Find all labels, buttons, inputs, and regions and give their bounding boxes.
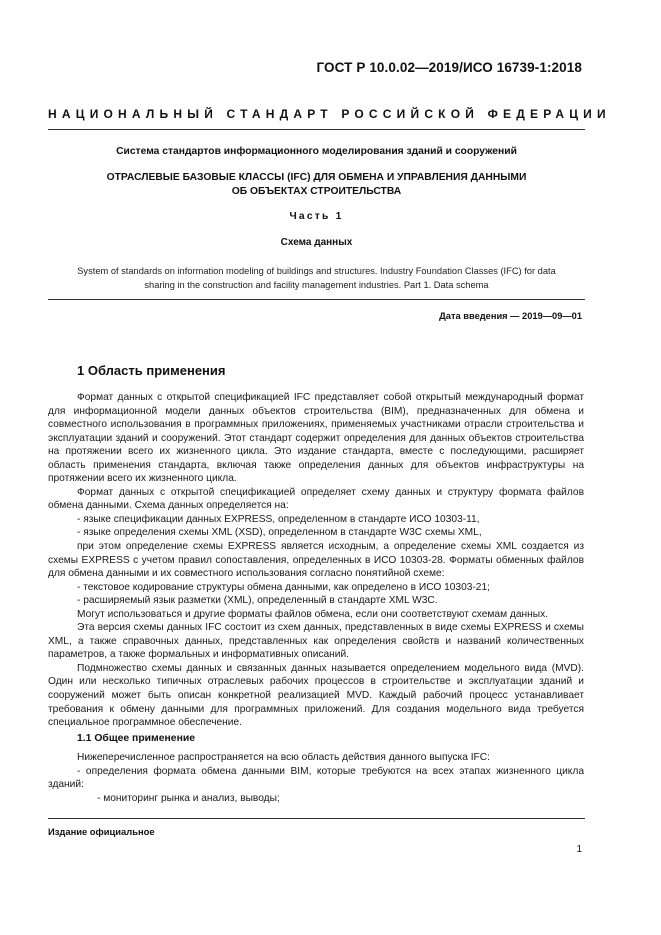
date-divider [48,299,585,300]
main-title [48,171,585,199]
page-number: 1 [576,844,582,855]
paragraph: Могут использоваться и другие форматы файлов обмена, если они соответствуют схемам данных. [77,608,549,620]
paragraph: Формат данных с открытой спецификацией определяет схему данных и структуру формата файлов обмена данными. Схема данных определяется на: [48,486,584,512]
national-standard-banner: НАЦИОНАЛЬНЫЙ СТАНДАРТ РОССИЙСКОЙ ФЕДЕРАЦИИ [48,107,611,121]
section-heading: 1 Область применения [77,363,226,378]
english-title-line-2: sharing in the construction and facility management industries. Part 1. Data schema [144,280,489,290]
paragraph: при этом определение схемы EXPRESS является исходным, а определение схемы XML создается из схемы EXPRESS с учетом правил сопоставления, определенных в ИСО 10303-28. Форматы обменных файлов для обмена данными и их совместного использования согласно понятийной схеме: [48,541,584,580]
list-item: - определения формата обмена данными BIM, которые требуются на всех этапах жизненного цикла зданий: [48,765,584,791]
introduction-date: Дата введения — 2019—09—01 [439,311,582,321]
footer-divider [48,818,585,819]
paragraph: Формат данных с открытой спецификацией IFC представляет собой открытый международный формат для информационной модели данных объектов строительства (BIM), предназначенных для обмена и совместного использования в программных приложениях, применяемых участниками отрасли строительства и эксплуатации зданий и сооружений. Этот стандарт содержит определения для данных объектов строительства на протяжении всего их жизненного цикла. Это издание стандарта, вместе с последующими, расширяет область применения стандарта, включая также определения данных для объектов инфраструктуры на протяжении всего их жизненного цикла. [48,392,584,485]
paragraph: Нижеперечисленное распространяется на всю область действия данного выпуска IFC: [77,752,490,763]
list-item: - расширяемый язык разметки (XML), определенный в стандарте XML W3C. [77,595,438,607]
sub-list-item: - мониторинг рынка и анализ, выводы; [97,792,280,804]
paragraph: Эта версия схемы данных IFC состоит из схем данных, представленных в виде схемы EXPRESS и схемы XML, а также справочных данных, представленных как определения свойств и названий количественных параметров, а также формальных и информативных описаний. [48,622,584,661]
subsection-heading: 1.1 Общее применение [77,733,196,744]
official-edition-label: Издание официальное [48,826,155,837]
main-title-line-1: ОТРАСЛЕВЫЕ БАЗОВЫЕ КЛАССЫ (IFC) ДЛЯ ОБМЕНА И УПРАВЛЕНИЯ ДАННЫМИ [106,172,527,183]
standard-number: ГОСТ Р 10.0.02—2019/ИСО 16739-1:2018 [316,60,582,75]
english-title-line-1: System of standards on information modeling of buildings and structures. Industry Foundation Classes (IFC) for data [77,266,556,276]
paragraph: Подмножество схемы данных и связанных данных называется определением модельного вида (MVD). Один или несколько типичных отраслевых рабочих процессов в строительстве и эксплуатации зданий и сооружений может быть описан конкретной реализацией MVD. Каждый рабочий процесс устанавливает требования к обмену данными для программных приложений. Для создания модельного вида требуется специальное программное обеспечение. [48,662,584,729]
list-item: - языке определения схемы XML (XSD), определенном в стандарте W3C схемы XML, [77,527,482,539]
english-title [48,264,585,292]
main-title-line-2: ОБ ОБЪЕКТАХ СТРОИТЕЛЬСТВА [231,186,402,197]
section-body [48,391,584,730]
part-label: Часть 1 [289,211,344,222]
subtitle: Схема данных [280,237,353,248]
system-title: Система стандартов информационного моделирования зданий и сооружений [116,146,517,157]
list-item: - текстовое кодирование структуры обмена данными, как определено в ИСО 10303-21; [77,581,490,593]
list-item: - языке спецификации данных EXPRESS, определенном в стандарте ИСО 10303-11, [77,513,480,525]
top-divider [48,129,585,130]
subsection-body [48,751,584,805]
